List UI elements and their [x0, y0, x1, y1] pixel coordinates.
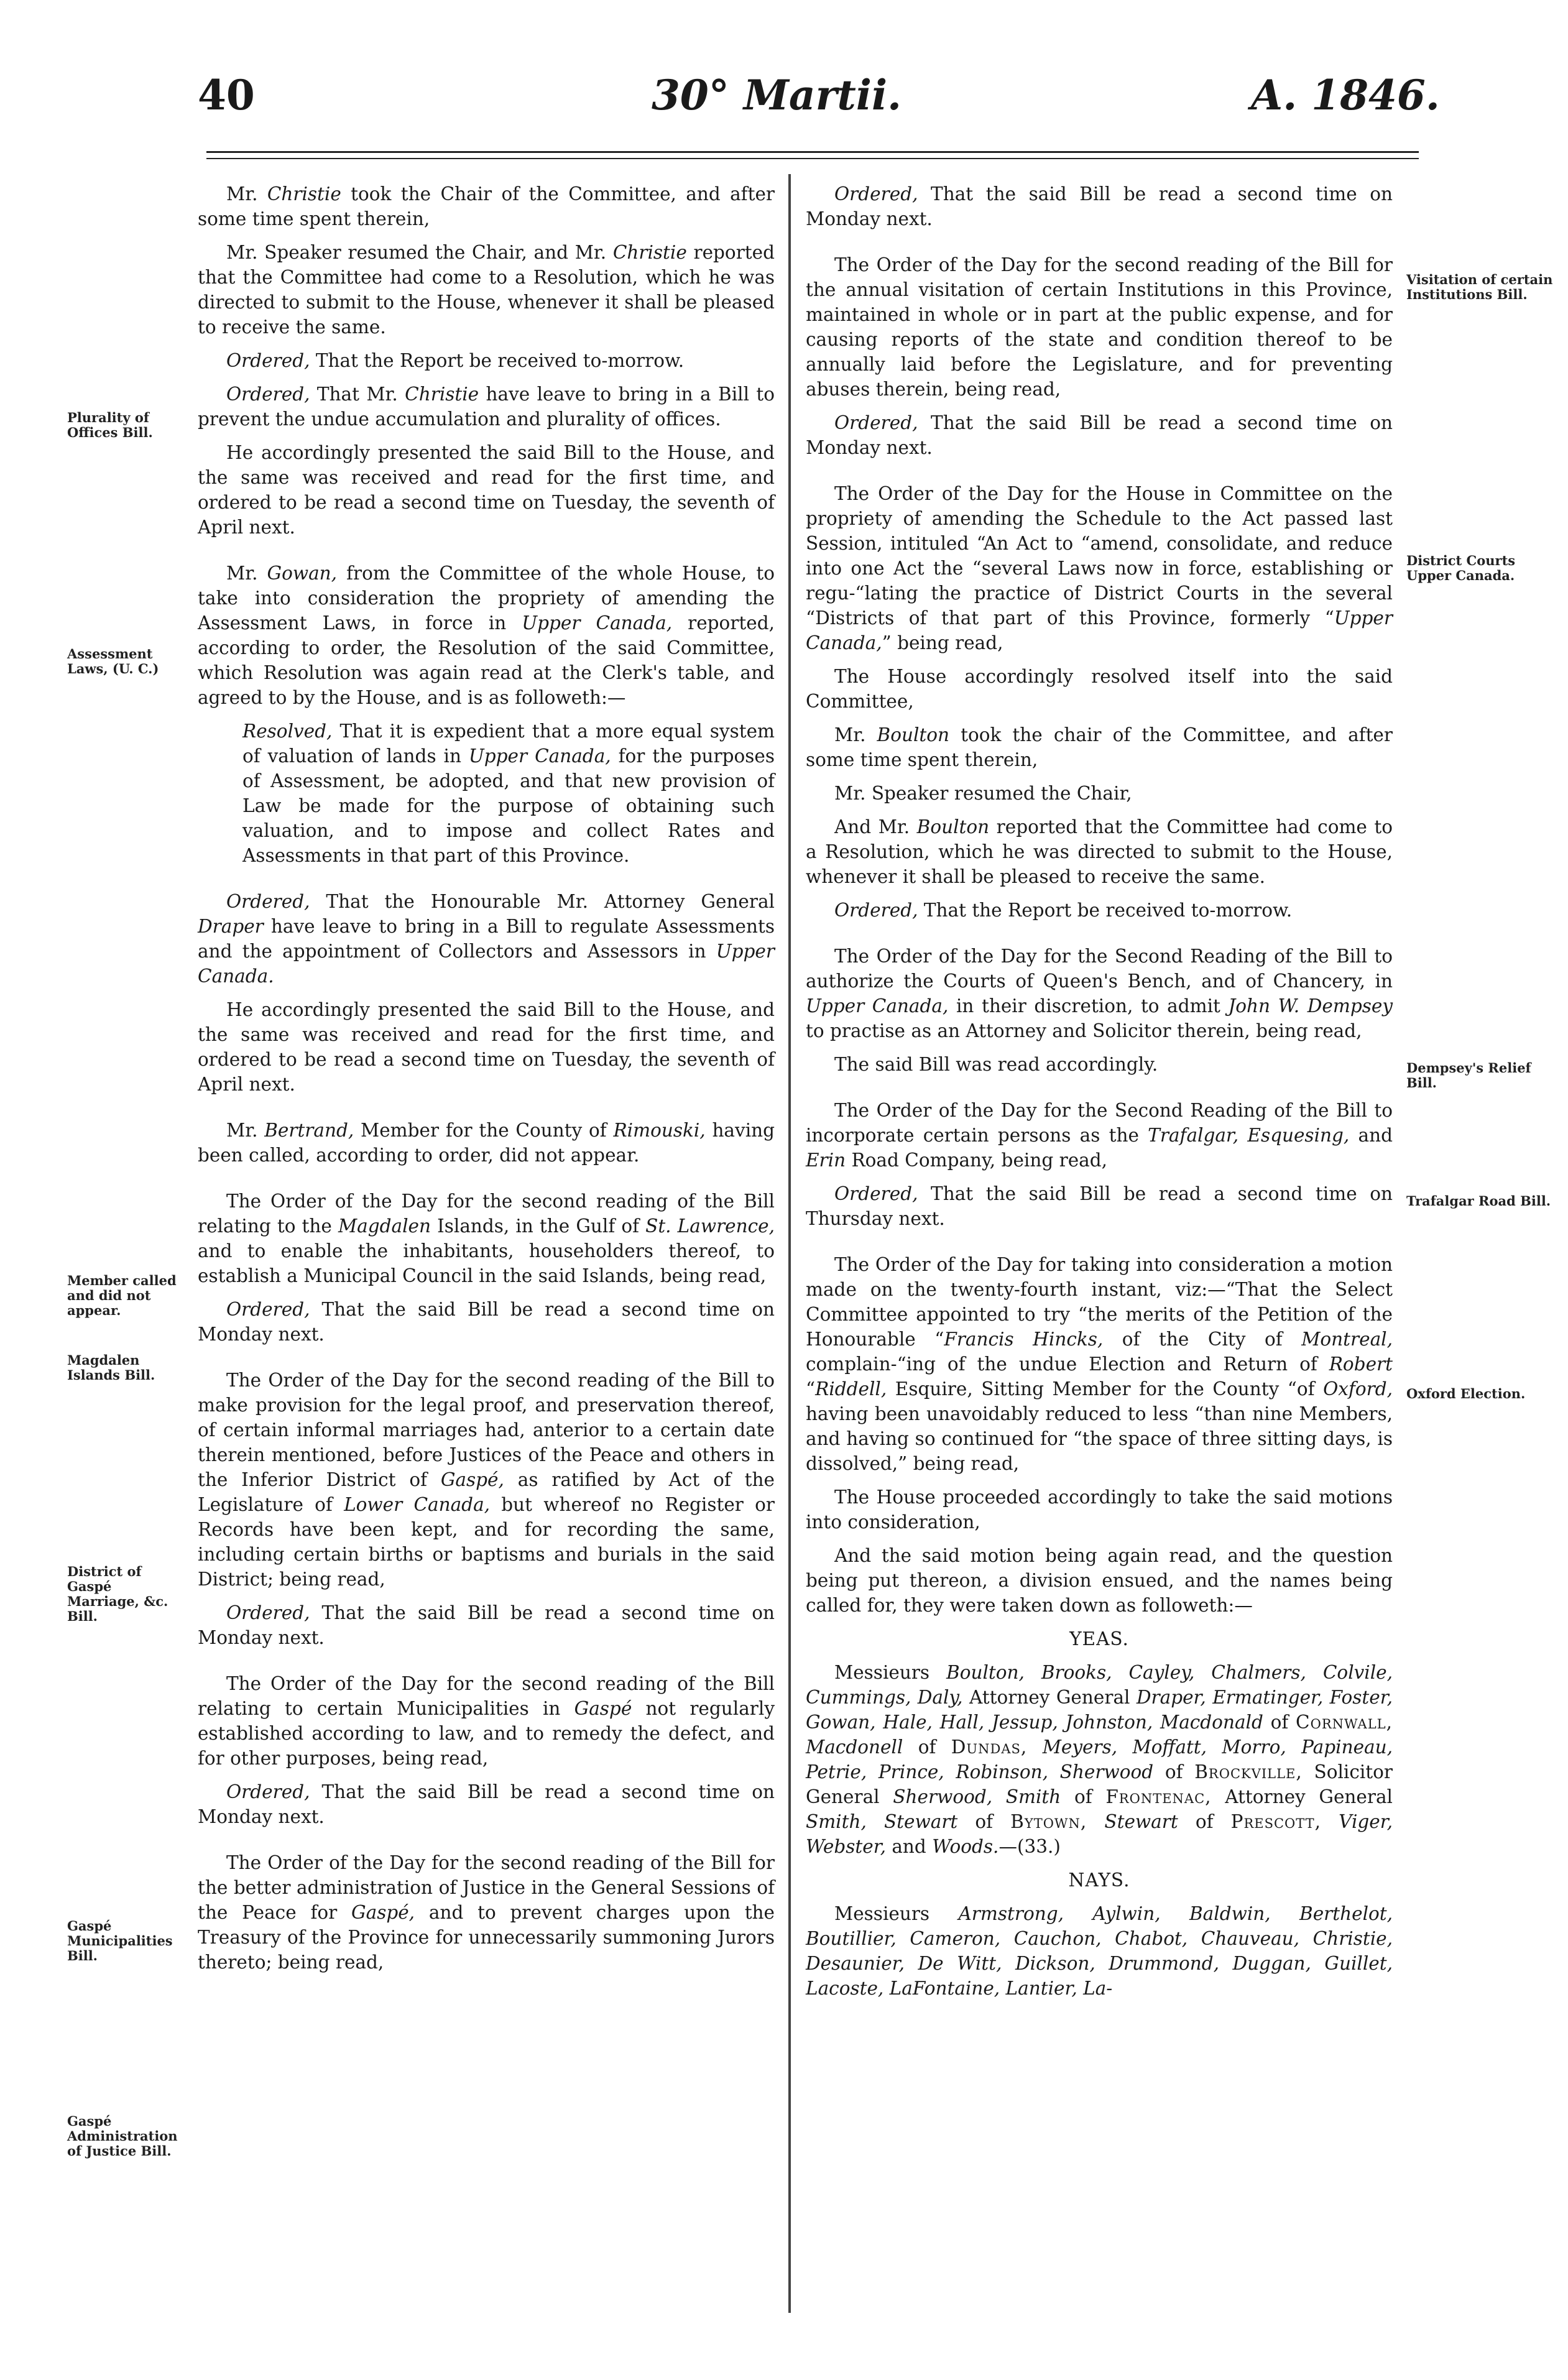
- paragraph: The Order of the Day for taking into consideration a motion made on the twenty-fourth instant, viz:—“That the Select Committee appointed to try “the merits of the Petition of the Honourable “Francis Hincks, of the City of Montreal, complain-“ing of the undue Election and Return of Robert “Riddell, Esquire, Sitting Member for the County “of Oxford, having been unavoidably reduced to less “than nine Members, and having so continued for “the space of three sitting days, is dissolved,” being read,: [806, 1254, 1393, 1474]
- paragraph: Ordered, That the Report be received to-morrow.: [834, 900, 1293, 921]
- margin-note-dempsey: Dempsey's Relief Bill.: [1406, 1060, 1531, 1091]
- paragraph: The Order of the Day for the Second Reading of the Bill to authorize the Courts of Queen's Bench, and of Chancery, in Upper Canada, in their discretion, to admit John W. Dempsey to practise as an Attorney and Solicitor therein, being read,: [806, 946, 1393, 1041]
- right-column: [806, 182, 1393, 2009]
- margin-note-oxford: Oxford Election.: [1406, 1386, 1526, 1401]
- paragraph: The Order of the Day for the second reading of the Bill relating to certain Municipalities in Gaspé not regularly established according to law, and to remedy the defect, and for other purposes, being read,: [198, 1673, 775, 1769]
- paragraph: Mr. Christie took the Chair of the Committee, and after some time spent therein,: [198, 183, 775, 229]
- nays-heading: NAYS.: [1068, 1870, 1130, 1891]
- paragraph: The Order of the Day for the second reading of the Bill for the better administration of Justice in the General Sessions of the Peace for Gaspé, and to prevent charges upon the Treasury of the Province for unnecessarily summoning Jurors thereto; being read,: [198, 1852, 775, 1973]
- paragraph: The Order of the Day for the House in Committee on the propriety of amending the Schedule to the Act passed last Session, intituled “An Act to “amend, consolidate, and reduce into one Act the “several Laws now in force, establishing or regu-“lating the practice of District Courts in the several “Districts of that part of this Province, formerly “Upper Canada,” being read,: [806, 483, 1393, 653]
- margin-note-magdalen: Magdalen Islands Bill.: [67, 1352, 155, 1383]
- paragraph: The Order of the Day for the Second Reading of the Bill to incorporate certain persons as the Trafalgar, Esquesing, and Erin Road Company, being read,: [806, 1100, 1393, 1171]
- margin-note-plurality: Plurality of Offices Bill.: [67, 410, 153, 440]
- paragraph: He accordingly presented the said Bill to the House, and the same was received and read for the first time, and ordered to be read a second time on Tuesday, the seventh of April next.: [198, 999, 775, 1095]
- paragraph: Ordered, That the Report be received to-morrow.: [226, 350, 685, 371]
- margin-note-gaspe-municipalities: Gaspé Municipalities Bill.: [67, 1918, 173, 1963]
- resolution: Resolved, That it is expedient that a more equal system of valuation of lands in Upper Canada, for the purposes of Assessment, be adopted, and that new provision of Law be made for the purpose of obtaining such valuation, and to impose and collect Rates and Assessments in that part of this Province.: [242, 721, 775, 866]
- left-column: [198, 182, 775, 1983]
- margin-note-visitation: Visitation of certain Institutions Bill.: [1406, 272, 1553, 302]
- margin-note-gaspe-marriage: District of Gaspé Marriage, &c. Bill.: [67, 1564, 168, 1624]
- paragraph: Mr. Speaker resumed the Chair,: [834, 783, 1132, 804]
- paragraph: Ordered, That the said Bill be read a second time on Thursday next.: [806, 1183, 1393, 1229]
- paragraph: Mr. Gowan, from the Committee of the whole House, to take into consideration the propriety of amending the Assessment Laws, in force in Upper Canada, reported, according to order, the Resolution of the said Committee, which Resolution was again read at the Clerk's table, and agreed to by the House, and is as followeth:—: [198, 563, 775, 708]
- page-date: 30° Martii.: [652, 71, 902, 119]
- margin-note-trafalgar: Trafalgar Road Bill.: [1406, 1193, 1551, 1209]
- nays-list: Messieurs Armstrong, Aylwin, Baldwin, Berthelot, Boutillier, Cameron, Cauchon, Chabot, Chauveau, Christie, Desaunier, De Witt, Dickson, Drummond, Duggan, Guillet, Lacoste, LaFontaine, Lantier, La-: [806, 1903, 1393, 1999]
- paragraph: The Order of the Day for the second reading of the Bill to make provision for the legal proof, and preservation thereof, of certain informal marriages had, anterior to a certain date therein mentioned, before Justices of the Peace and others in the Inferior District of Gaspé, as ratified by Act of the Legislature of Lower Canada, but whereof no Register or Records have been kept, and for recording the same, including certain births or baptisms and burials in the said District; being read,: [198, 1370, 775, 1590]
- paragraph: Mr. Speaker resumed the Chair, and Mr. Christie reported that the Committee had come to a Resolution, which he was directed to submit to the House, whenever it shall be pleased to receive the same.: [198, 242, 775, 338]
- paragraph: The Order of the Day for the second reading of the Bill for the annual visitation of certain Institutions in this Province, maintained in whole or in part at the public expense, and for causing reports of the state and condition thereof to be annually laid before the Legislature, and for preventing abuses therein, being read,: [806, 254, 1393, 400]
- paragraph: Ordered, That Mr. Christie have leave to bring in a Bill to prevent the undue accumulation and plurality of offices.: [198, 384, 775, 430]
- yeas-heading: YEAS.: [1069, 1628, 1129, 1649]
- paragraph: Ordered, That the said Bill be read a second time on Monday next.: [198, 1602, 775, 1648]
- margin-note-member-called: Member called and did not appear.: [67, 1273, 177, 1318]
- column-divider: [788, 174, 791, 2313]
- header-rule: [206, 151, 1419, 153]
- margin-note-assessment: Assessment Laws, (U. C.): [67, 646, 159, 676]
- header-rule-secondary: [206, 158, 1419, 159]
- paragraph: Ordered, That the Honourable Mr. Attorney General Draper have leave to bring in a Bill to regulate Assessments and the appointment of Collectors and Assessors in Upper Canada.: [198, 891, 775, 987]
- page-year: A. 1846.: [1251, 71, 1440, 119]
- paragraph: The House proceeded accordingly to take the said motions into consideration,: [806, 1487, 1393, 1533]
- paragraph: He accordingly presented the said Bill to the House, and the same was received and read for the first time, and ordered to be read a second time on Tuesday, the seventh of April next.: [198, 442, 775, 538]
- paragraph: Ordered, That the said Bill be read a second time on Monday next.: [198, 1781, 775, 1827]
- paragraph: And the said motion being again read, and the question being put thereon, a division ensued, and the names being called for, they were taken down as followeth:—: [806, 1545, 1393, 1616]
- paragraph: Mr. Boulton took the chair of the Committee, and after some time spent therein,: [806, 724, 1393, 770]
- paragraph: Ordered, That the said Bill be read a second time on Monday next.: [806, 412, 1393, 458]
- page-number: 40: [198, 71, 255, 119]
- paragraph: The Order of the Day for the second reading of the Bill relating to the Magdalen Islands, in the Gulf of St. Lawrence, and to enable the inhabitants, householders thereof, to establish a Municipal Council in the said Islands, being read,: [198, 1191, 775, 1286]
- paragraph: Mr. Bertrand, Member for the County of Rimouski, having been called, according to order, did not appear.: [198, 1120, 775, 1166]
- yeas-list: Messieurs Boulton, Brooks, Cayley, Chalmers, Colvile, Cummings, Daly, Attorney General Draper, Ermatinger, Foster, Gowan, Hale, Hall, Jessup, Johnston, Macdonald of Cornwall, Macdonell of Dundas, Meyers, Moffatt, Morro, Papineau, Petrie, Prince, Robinson, Sherwood of Brockville, Solicitor General Sherwood, Smith of Frontenac, Attorney General Smith, Stewart of Bytown, Stewart of Prescott, Viger, Webster, and Woods.—(33.): [806, 1662, 1393, 1857]
- paragraph: Ordered, That the said Bill be read a second time on Monday next.: [198, 1299, 775, 1345]
- margin-note-gaspe-justice: Gaspé Administration of Justice Bill.: [67, 2113, 178, 2159]
- paragraph: Ordered, That the said Bill be read a second time on Monday next.: [806, 183, 1393, 229]
- margin-note-district-courts: District Courts Upper Canada.: [1406, 553, 1516, 583]
- paragraph: And Mr. Boulton reported that the Committee had come to a Resolution, which he was directed to submit to the House, whenever it shall be pleased to receive the same.: [806, 816, 1393, 887]
- paragraph: The House accordingly resolved itself into the said Committee,: [806, 666, 1393, 712]
- paragraph: The said Bill was read accordingly.: [834, 1054, 1158, 1075]
